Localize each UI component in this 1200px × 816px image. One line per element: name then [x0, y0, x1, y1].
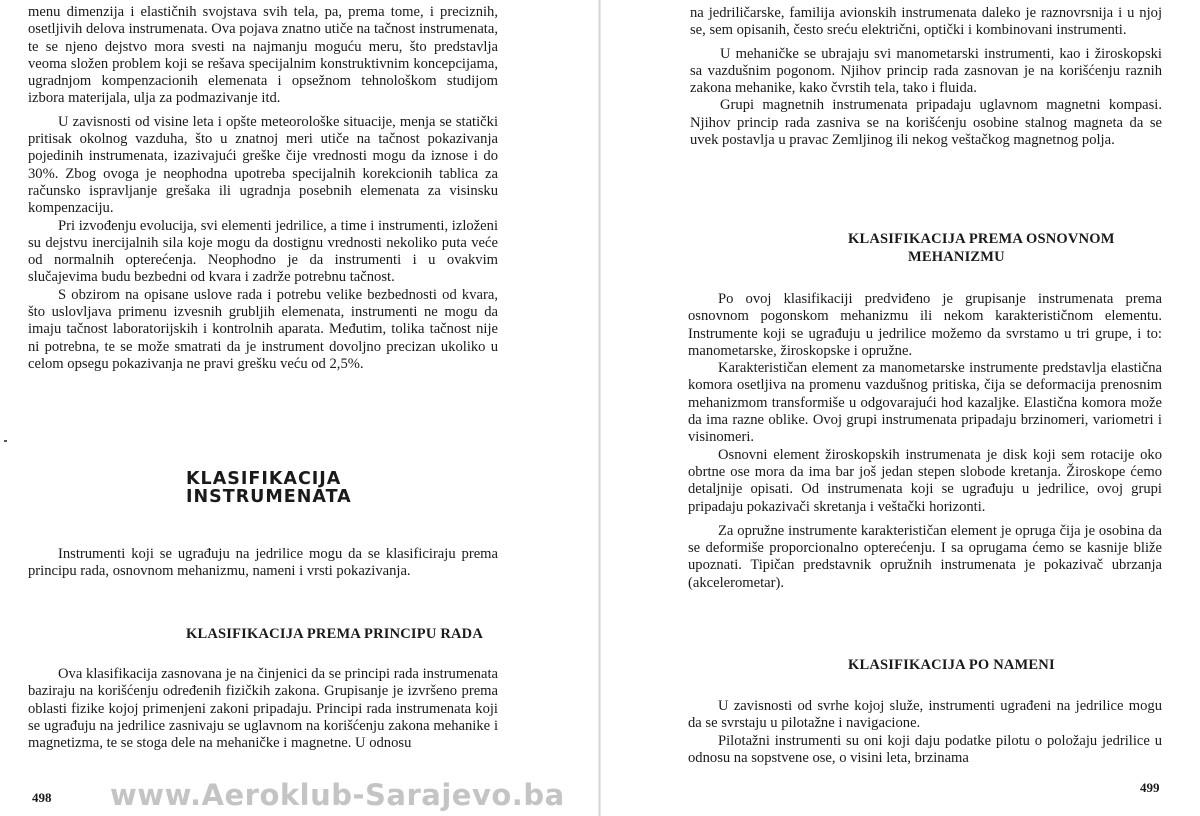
mechanism-heading-line2: MEHANIZMU [908, 249, 1005, 265]
purpose-heading: KLASIFIKACIJA PO NAMENI [848, 657, 1055, 673]
scan-mark [4, 440, 7, 442]
paragraph: Po ovoj klasifikaciji predviđeno je grupisanje instrumenata prema osnovnom pogonskom mehanizmu ili nekom karakterističnom elementu. Instrumente koji se ugrađuju u jedrilice možemo da svrstamo u tri grupe, i to: manometarske, žiroskopske i opružne. [688, 291, 1162, 359]
paragraph: U zavisnosti od visine leta i opšte meteorološke situacije, menja se statički pritisak okolnog vazduha, što u znatnoj meri utiče na tačnost pokazivanja pojedinih instrumenata, izazivajući greške čije vrednosti mogu da iznose i do 30%. Zbog ovoga je neophodna upotreba specijalnih korekcionih tablica za računsko ispravljanje grešaka ili ugradnja posebnih elemenata za visinsku kompenzaciju. [28, 113, 498, 217]
paragraph: S obzirom na opisane uslove rada i potrebu velike bezbednosti od kvara, što uslovljava primenu izvesnih grubljih elemenata, instrumenti ne mogu da imaju tačnost laboratorijskih i kontrolnih aparata. Međutim, tolika tačnost nije ni potrebna, te se može smatrati da je instrument dovoljno precizan ukoliko u celom opsegu pokazivanja ne pravi grešku veću od 2,5%. [28, 286, 498, 372]
principle-subheading: KLASIFIKACIJA PREMA PRINCIPU RADA [186, 626, 484, 642]
intro-paragraph: Instrumenti koji se ugrađuju na jedrilice mogu da se klasificiraju prema principu rada, osnovnom mehanizmu, nameni i vrsti pokazivanja. [28, 546, 498, 580]
watermark-url: www.Aeroklub-Sarajevo.ba [110, 778, 565, 812]
main-heading-line1: KLASIFIKACIJA [186, 469, 342, 489]
right-top-text [690, 5, 1162, 149]
page-number: 499 [1140, 780, 1160, 795]
paragraph: Karakterističan element za manometarske instrumente predstavlja elastična komora osetljiva na promenu vazdušnog pritiska, čija se deformacija prenosnim mehanizmom transformiše u odgovarajući hod kazaljke. Elastična komora može da ima razne oblike. Ovoj grupi instrumenata pripadaju brzinomeri, variometri i visinomeri. [688, 360, 1162, 446]
paragraph: Za opružne instrumente karakterističan element je opruga čija je osobina da se deformiše proporcionalno opterećenju. I sa oprugama ćemo se kasnije bliže upoznati. Tipičan predstavnik opružnih instrumenata je pokazivač ubrzanja (akcelerometar). [688, 522, 1162, 591]
left-top-text [28, 4, 498, 373]
paragraph: menu dimenzija i elastičnih svojstava svih tela, pa, prema tome, i preciznih, osetljivih delova instrumenata. Ova pojava znatno utiče na tačnost instrumenata, te se njeno dejstvo mora svesti na najmanju moguću meru, što predstavlja veoma složen problem koji se rešava specijalnim konstruktivnim koncepcijama, ugradnjom kompenzacionih elemenata i opsežnom tehnološkom studijom izbora materijala, ulja za podmazivanje itd. [28, 4, 498, 107]
paragraph: Osnovni element žiroskopskih instrumenata je disk koji sem rotacije oko obrtne ose mora da ima bar još jedan stepen slobode kretanja. Žiroskope ćemo detaljnije opisati. Od instrumenata koji se ugrađuju u jedrilice, ovoj grupi pripadaju pokazivači skretanja i veštački horizonti. [688, 446, 1162, 515]
paragraph: Pilotažni instrumenti su oni koji daju podatke pilotu o položaju jedrilice u odnosu na sopstvene ose, o visini leta, brzinama [688, 732, 1162, 766]
main-heading-line2: INSTRUMENATA [186, 487, 352, 507]
page-number: 498 [32, 790, 52, 805]
principle-paragraph: Ova klasifikacija zasnovana je na činjenici da se principi rada instrumenata baziraju na korišćenju određenih fizičkih zakona. Grupisanje je izvršeno prema oblasti fizike kojoj primenjeni zakoni pripadaju. Principi rada instrumenata koji se ugrađuju na jedrilice zasnivaju se uglavnom na korišćenju zakona mehanike i magnetizma, te se stoga dele na mehaničke i magnetne. U odnosu [28, 666, 498, 752]
right-page [600, 0, 1200, 816]
paragraph: U zavisnosti od svrhe kojoj služe, instrumenti ugrađeni na jedrilice mogu da se svrstaju u pilotažne i navigacione. [688, 698, 1162, 732]
paragraph: U mehaničke se ubrajaju svi manometarski instrumenti, kao i žiroskopski sa vazdušnim pogonom. Njihov princip rada zasnovan je na korišćenju raznih zakona mehanike, kako čvrstih tela, tako i fluida. [690, 45, 1162, 97]
mechanism-heading [848, 230, 1168, 266]
purpose-text [688, 698, 1162, 767]
paragraph: Grupi magnetnih instrumenata pripadaju uglavnom magnetni kompasi. Njihov princip rada zasniva se na korišćenju osobine stalnog magneta da se uvek postavlja u pravac Zemljinog ili nekog veštačkog magnetnog polja. [690, 97, 1162, 149]
paragraph: Pri izvođenju evolucija, svi elementi jedrilice, a time i instrumenti, izloženi su dejstvu inercijalnih sila koje mogu da dostignu vrednosti nekoliko puta veće od normalnih opterećenja. Neophodno je da instrumenti i u ovakvim slučajevima budu bezbedni od kvara i zadrže potrebnu tačnost. [28, 217, 498, 286]
paragraph: na jedriličarske, familija avionskih instrumenata daleko je raznovrsnija i u njoj se, sem opisanih, često sreću električni, optički i kombinovani instrumenti. [690, 5, 1162, 39]
main-heading [186, 470, 486, 506]
mechanism-heading-line1: KLASIFIKACIJA PREMA OSNOVNOM [848, 231, 1115, 247]
mechanism-text [688, 291, 1162, 592]
